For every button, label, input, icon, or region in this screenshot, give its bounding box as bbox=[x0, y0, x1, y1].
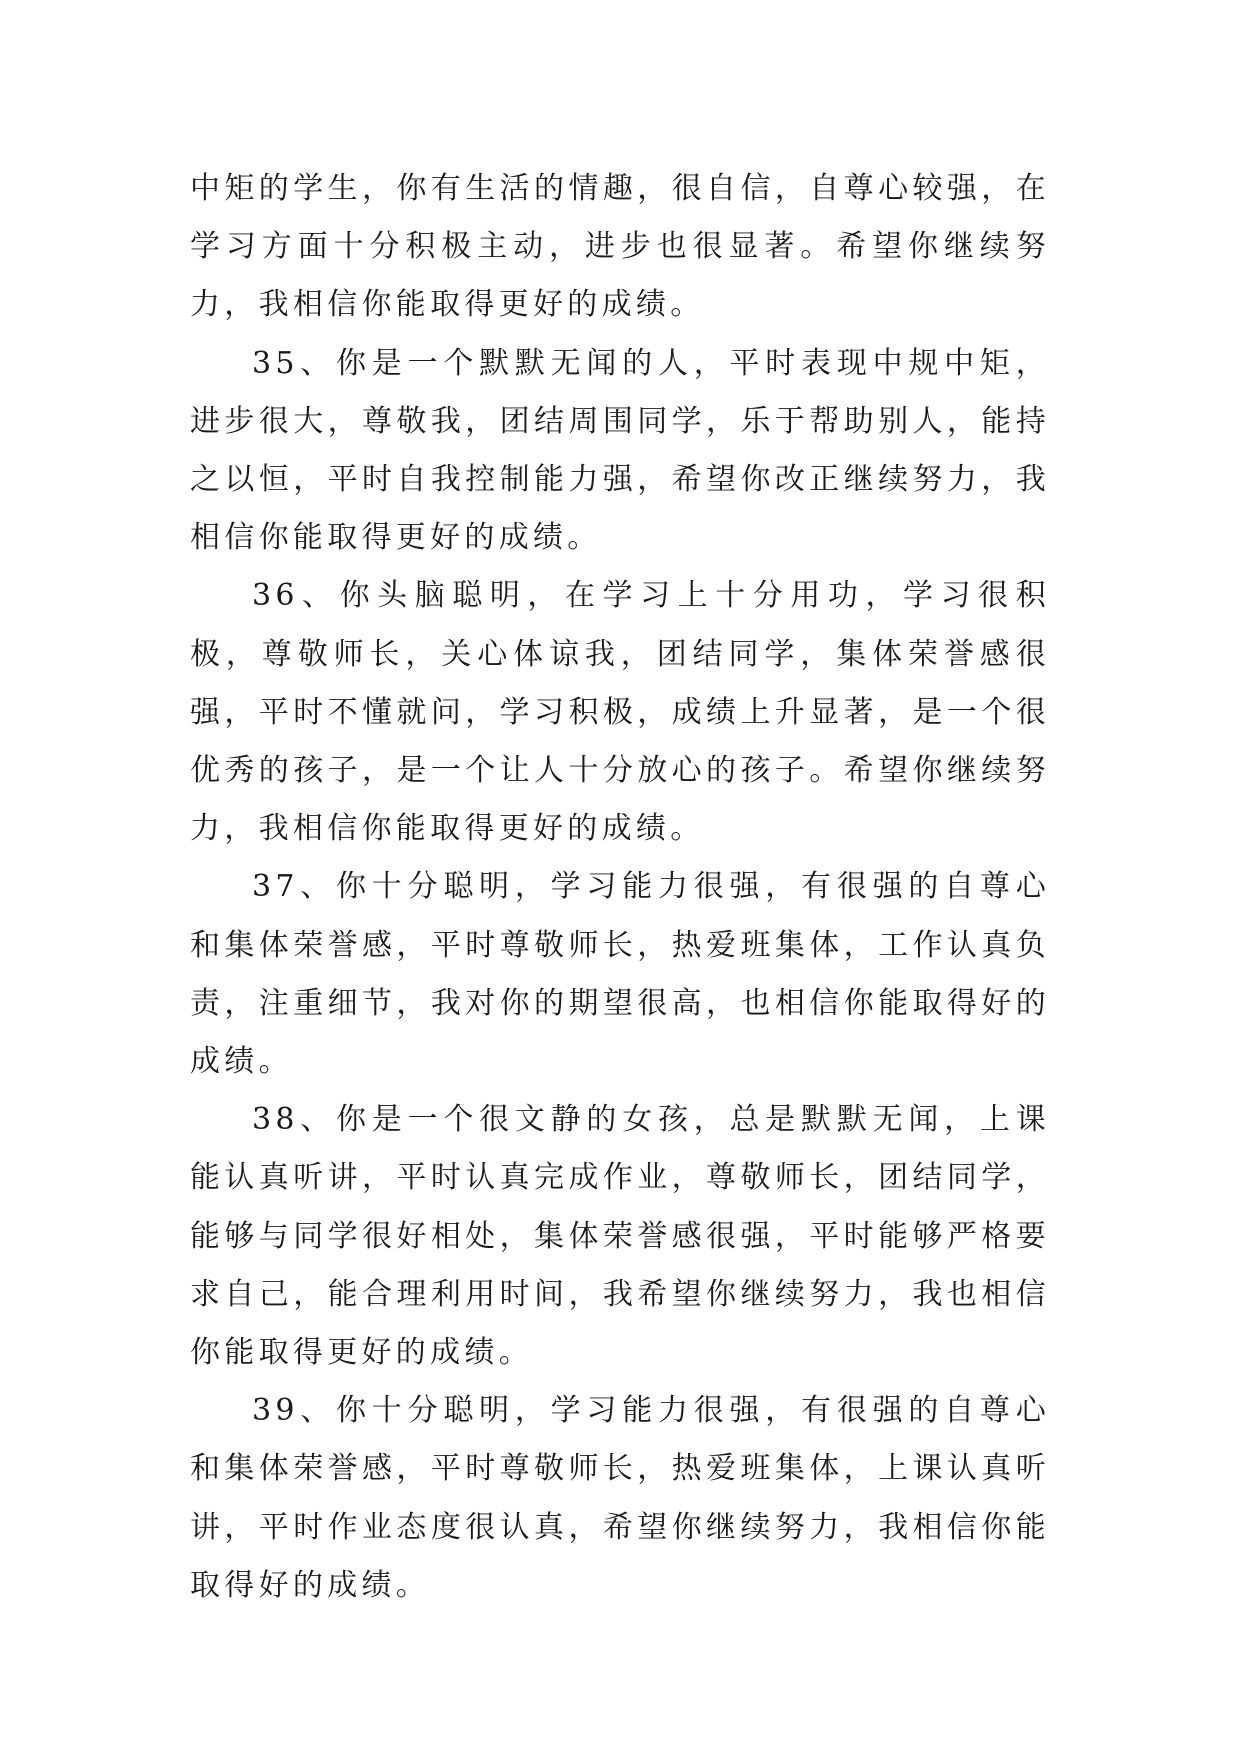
paragraph-35: 35、你是一个默默无闻的人，平时表现中规中矩，进步很大，尊敬我，团结周围同学，乐于帮助别人，能持之以恒，平时自我控制能力强，希望你改正继续努力，我相信你能取得更好的成绩。 bbox=[190, 345, 1050, 556]
paragraph-36: 36、你头脑聪明，在学习上十分用功，学习很积极，尊敬师长，关心体谅我，团结同学，集体荣誉感很强，平时不懂就问，学习积极，成绩上升显著，是一个很优秀的孩子，是一个让人十分放心的孩子。希望你继续努力，我相信你能取得更好的成绩。 bbox=[190, 578, 1050, 847]
paragraph-39: 39、你十分聪明，学习能力很强，有很强的自尊心和集体荣誉感，平时尊敬师长，热爱班集体，上课认真听讲，平时作业态度很认真，希望你继续努力，我相信你能取得好的成绩。 bbox=[190, 1393, 1050, 1603]
paragraph-38: 38、你是一个很文静的女孩，总是默默无闻，上课能认真听讲，平时认真完成作业，尊敬师长，团结同学，能够与同学很好相处，集体荣誉感很强，平时能够严格要求自己，能合理利用时间，我希望你继续努力，我也相信你能取得更好的成绩。 bbox=[190, 1102, 1050, 1371]
paragraph-34-continued: 中矩的学生，你有生活的情趣，很自信，自尊心较强，在学习方面十分积极主动，进步也很显著。希望你继续努力，我相信你能取得更好的成绩。 bbox=[190, 171, 1050, 323]
paragraph-37: 37、你十分聪明，学习能力很强，有很强的自尊心和集体荣誉感，平时尊敬师长，热爱班集体，工作认真负责，注重细节，我对你的期望很高，也相信你能取得好的成绩。 bbox=[190, 869, 1050, 1080]
document-body bbox=[190, 160, 1050, 1615]
